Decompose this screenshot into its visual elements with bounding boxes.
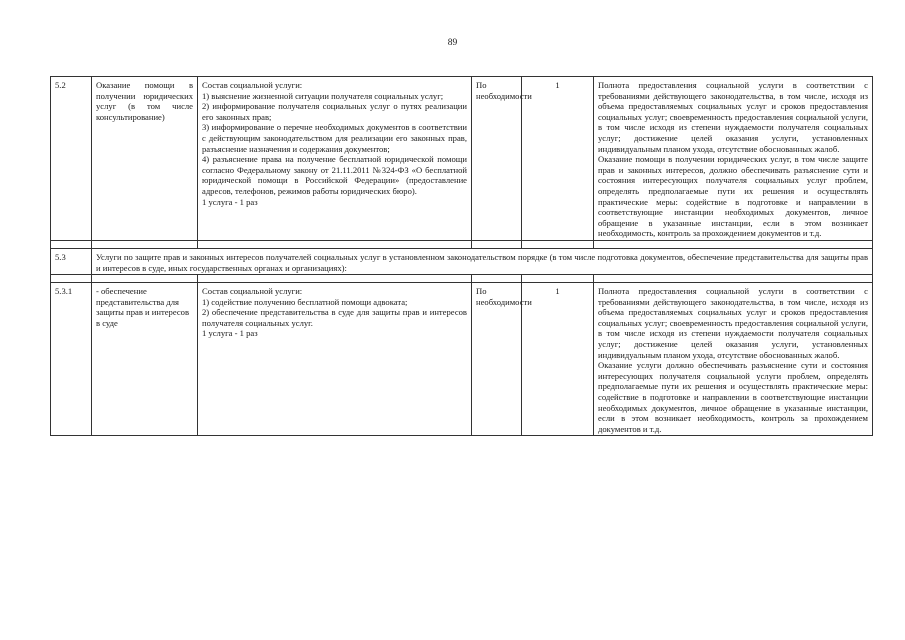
content-line: 4) разъяснение права на получение бесплатной юридической помощи согласно Федеральному закону от 21.11.2011 №324-ФЗ «О бесплатной юридической помощи в Российской Федерации» (предоставление адресов, телефонов, режимов работы юридических бюро).	[202, 154, 467, 196]
content-line: 1 услуга - 1 раз	[202, 196, 258, 207]
services-table	[50, 76, 873, 436]
content-line: 2) обеспечение представительства в суде для защиты прав и интересов получателя социальных услуг.	[202, 307, 467, 328]
service-name: Оказание помощи в получении юридических услуг (в том числе консультирование)	[92, 77, 198, 241]
service-term: По необходимости	[472, 283, 522, 436]
quality-paragraph: Полнота предоставления социальной услуги в соответствии с требованиями действующего законодательства, в том числе, исходя из объема предоставляемых социальных услуг и сроков предоставления социальных услуг; своевременность предоставления социальной услуги, в том числе исходя из степени нуждаемости получателя социальных услуг; достижение целей оказания услуги, установленных индивидуальным планом ухода, отсутствие обоснованных жалоб.	[598, 286, 868, 360]
table-row-5-2	[51, 77, 873, 241]
spacer-row	[51, 275, 873, 283]
content-line: Состав социальной услуги:	[202, 80, 303, 90]
section-header: Услуги по защите прав и законных интересов получателей социальных услуг в установленном законодательством порядке (в том числе подготовка документов, обеспечение представительства для защиты прав и интересов в суде, иных государственных органах и организациях):	[92, 248, 873, 274]
content-line: 3) информирование о перечне необходимых документов в соответствии с действующим законодательством для реализации его законных прав, разъяснение назначения и содержания документов;	[202, 122, 467, 154]
service-content	[198, 283, 472, 436]
quality-paragraph: Полнота предоставления социальной услуги в соответствии с требованиями действующего законодательства, в том числе, исходя из объема предоставляемых социальных услуг и сроков предоставления социальных услуг; своевременность предоставления социальной услуги, в том числе исходя из степени нуждаемости получателя социальных услуг; достижение целей оказания услуги, установленных индивидуальным планом ухода, отсутствие обоснованных жалоб.	[598, 80, 868, 154]
page-number: 89	[447, 38, 458, 48]
content-line: 1 услуга - 1 раз	[202, 328, 258, 339]
quality-paragraph: Оказание услуги должно обеспечивать разъяснение сути и состояния интересующих получателя социальной услуги проблем, определять предполагаемые пути их решения и осуществлять практические меры: содействие в подготовке и направлении в соответствующие инстанции необходимых документов, личное обращение в указанные инстанции, если в этом возникает необходимость, контроль за прохождением документов и т.д.	[598, 360, 868, 434]
table-row-5-3-1	[51, 283, 873, 436]
service-term: По необходимости	[472, 77, 522, 241]
content-line: 1) содействие получению бесплатной помощи адвоката;	[202, 296, 408, 307]
content-line: 1) выяснение жизненной ситуации получателя социальных услуг;	[202, 90, 444, 101]
service-quality	[594, 77, 873, 241]
row-number: 5.2	[51, 77, 92, 241]
service-volume: 1	[522, 77, 594, 241]
service-name: - обеспечение представительства для защиты прав и интересов в суде	[92, 283, 198, 436]
row-number: 5.3.1	[51, 283, 92, 436]
spacer-row	[51, 240, 873, 248]
service-quality	[594, 283, 873, 436]
service-content	[198, 77, 472, 241]
content-line: Состав социальной услуги:	[202, 286, 303, 297]
content-line: 2) информирование получателя социальных услуг о путях реализации его законных прав;	[202, 101, 467, 122]
service-volume: 1	[522, 283, 594, 436]
row-number: 5.3	[51, 248, 92, 274]
table-row-5-3	[51, 248, 873, 274]
quality-paragraph: Оказание помощи в получении юридических услуг, в том числе защите прав и законных интересов, должно обеспечивать разъяснение сути и состояния интересующих получателя социальных услуг проблем, определять предполагаемые пути их решения и осуществлять практические меры: содействие в подготовке и направлении в соответствующие инстанции необходимых документов, личное обращение в указанные инстанции, если в этом возникает необходимость, контроль за прохождением документов и т.д.	[598, 154, 868, 239]
